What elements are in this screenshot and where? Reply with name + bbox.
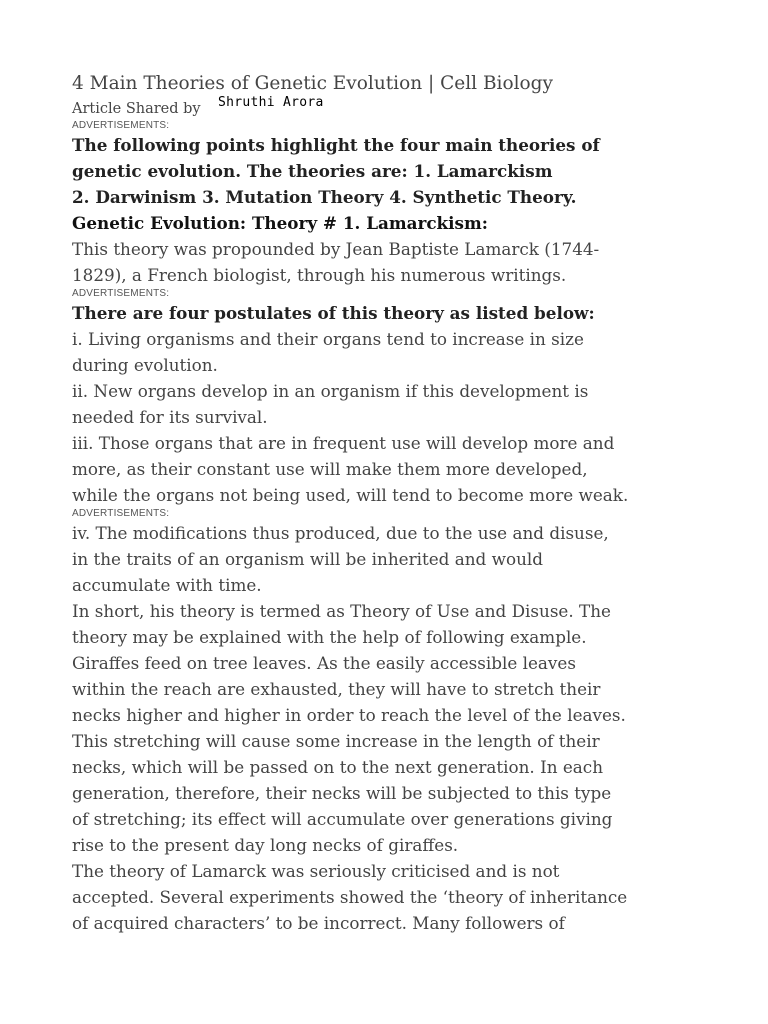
paragraph-line: necks higher and higher in order to reach the level of the leaves. bbox=[72, 705, 626, 725]
paragraph-line: ii. New organs develop in an organism if this development is bbox=[72, 381, 589, 401]
paragraph-line: during evolution. bbox=[72, 355, 218, 375]
postulates-heading: There are four postulates of this theory as listed below: bbox=[72, 303, 595, 323]
author-name: Shruthi Arora bbox=[218, 95, 324, 110]
article-title: 4 Main Theories of Genetic Evolution | Cell Biology bbox=[72, 73, 553, 94]
section-heading: Genetic Evolution: Theory # 1. Lamarckism: bbox=[72, 213, 488, 233]
advertisement-label: ADVERTISEMENTS: bbox=[72, 508, 170, 519]
paragraph-line: accumulate with time. bbox=[72, 575, 262, 595]
advertisement-label: ADVERTISEMENTS: bbox=[72, 288, 170, 299]
paragraph-line: accepted. Several experiments showed the ‘theory of inheritance bbox=[72, 887, 628, 907]
byline-label: Article Shared by bbox=[72, 101, 201, 117]
paragraph-line: necks, which will be passed on to the next generation. In each bbox=[72, 757, 604, 777]
article bbox=[72, 70, 712, 936]
lamarck-intro-paragraph bbox=[72, 236, 712, 288]
paragraph-line: rise to the present day long necks of giraffes. bbox=[72, 835, 459, 855]
paragraph-line: iv. The modifications thus produced, due to the use and disuse, bbox=[72, 523, 609, 543]
paragraph-line: This theory was propounded by Jean Baptiste Lamarck (1744- bbox=[72, 239, 600, 259]
paragraph-line: generation, therefore, their necks will be subjected to this type bbox=[72, 783, 612, 803]
intro-line: 2. Darwinism 3. Mutation Theory 4. Synthetic Theory. bbox=[72, 187, 577, 207]
paragraph-line: This stretching will cause some increase in the length of their bbox=[72, 731, 600, 751]
paragraph-line: theory may be explained with the help of following example. bbox=[72, 627, 587, 647]
body-text bbox=[72, 520, 712, 936]
paragraph-line: in the traits of an organism will be inherited and would bbox=[72, 549, 543, 569]
intro-line: genetic evolution. The theories are: 1. Lamarckism bbox=[72, 161, 553, 181]
intro-line: The following points highlight the four main theories of bbox=[72, 135, 600, 155]
paragraph-line: i. Living organisms and their organs tend to increase in size bbox=[72, 329, 584, 349]
paragraph-line: needed for its survival. bbox=[72, 407, 268, 427]
paragraph-line: within the reach are exhausted, they will have to stretch their bbox=[72, 679, 601, 699]
paragraph-line: of stretching; its effect will accumulate over generations giving bbox=[72, 809, 613, 829]
byline bbox=[72, 95, 712, 120]
paragraph-line: The theory of Lamarck was seriously criticised and is not bbox=[72, 861, 560, 881]
postulates-list bbox=[72, 326, 712, 508]
paragraph-line: iii. Those organs that are in frequent use will develop more and bbox=[72, 433, 615, 453]
paragraph-line: more, as their constant use will make them more developed, bbox=[72, 459, 588, 479]
paragraph-line: while the organs not being used, will tend to become more weak. bbox=[72, 485, 629, 505]
advertisement-label: ADVERTISEMENTS: bbox=[72, 120, 170, 131]
paragraph-line: In short, his theory is termed as Theory of Use and Disuse. The bbox=[72, 601, 611, 621]
paragraph-line: 1829), a French biologist, through his numerous writings. bbox=[72, 265, 567, 285]
paragraph-line: of acquired characters’ to be incorrect. Many followers of bbox=[72, 913, 565, 933]
intro-paragraph bbox=[72, 132, 712, 210]
paragraph-line: Giraffes feed on tree leaves. As the easily accessible leaves bbox=[72, 653, 576, 673]
